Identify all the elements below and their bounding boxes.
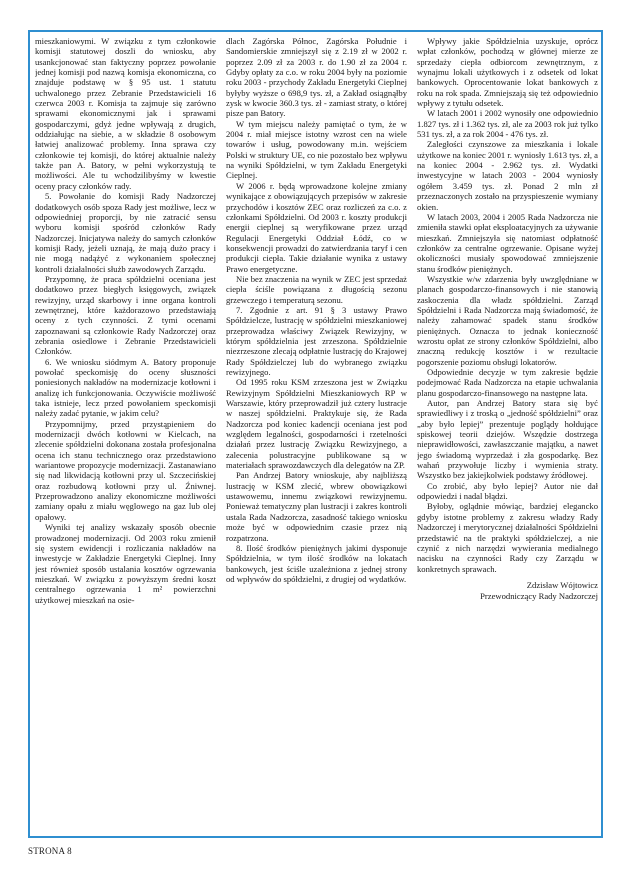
paragraph: Pan Andrzej Batory wnioskuje, aby najbliższą lustrację w KSM zlecić, wbrew obowiązkowi ustawowemu, innemu związkowi rewizyjnemu. Ponieważ tematyczny plan lustracji i zakres kontroli ustala Rada Nadzorcza, zasadność takiego wniosku może być w odpowiednim czasie przez nią rozpatrzona. — [226, 470, 407, 543]
paragraph: Odpowiednie decyzje w tym zakresie będzie podejmować Rada Nadzorcza na etapie uchwalania planu gospodarczo-finansowego na następne lata. — [417, 367, 598, 398]
paragraph: Przypomnijmy, przed przystąpieniem do modernizacji dwóch kotłowni w Kielcach, na zlecenie spółdzielni dokonana została profesjonalna ocena ich stanu technicznego oraz przedstawiono wariantowe propozycje modernizacji. Zastanawiano się nad likwidacją kotłowni przy ul. Szczecińskiej oraz rozbudową kotłowni przy ul. Źniwnej. Przeprowadzono analizy ekonomiczne możliwości zamiany opału z miału węglowego na gaz lub olej opałowy. — [35, 418, 216, 522]
signature-block — [417, 580, 598, 602]
paragraph: Od 1995 roku KSM zrzeszona jest w Związku Rewizyjnym Spółdzielni Mieszkaniowych RP w Warszawie, który przeprowadził już cztery lustracje w naszej spółdzielni. Praktykuje się, że Rada Nadzorcza pod koniec kadencji oceniana jest pod względem legalności, gospodarności i rzetelności działań przez lustrację Związku Rewizyjnego, a zalecenia polustracyjne publikowane są w materiałach sprawozdawczych dla delegatów na ZP. — [226, 377, 407, 471]
paragraph: Wpływy jakie Spółdzielnia uzyskuje, oprócz wpłat członków, pochodzą w głównej mierze ze sprzedaży ciepła odbiorcom zewnętrznym, z wynajmu lokali użytkowych i z odsetek od lokat bankowych. Oprocentowanie lokat bankowych z roku na rok spada. Zmniejszają się też odpowiednio wpływy z tytułu odsetek. — [417, 36, 598, 109]
paragraph: W latach 2001 i 2002 wynosiły one odpowiednio 1.827 tys. zł i 1.362 tys. zł, ale za 2003 rok już tylko 531 tys. zł, a za rok 2004 - 476 tys. zł. — [417, 108, 598, 140]
paragraph: Przypomnę, że praca spółdzielni oceniana jest dodatkowo przez biegłych księgowych, związek rewizyjny, urząd skarbowy i inne organa kontroli zewnętrznej, które każdorazowo przedstawiają oceny z tych czynności. Z tymi ocenami zapoznawani są członkowie Rady Nadzorczej oraz zebrania osiedlowe i Zebranie Przedstawicieli Członków. — [35, 273, 216, 357]
text-column-2 — [226, 36, 407, 832]
text-column-3 — [417, 36, 598, 832]
paragraph: W 2006 r. będą wprowadzone kolejne zmiany wynikające z obowiązujących przepisów w zakresie przychodów i kosztów ZEC oraz rozliczeń za c.o. z członkami Spółdzielni. Od 2003 r. koszty produkcji energii cieplnej są weryfikowane przez urząd Regulacji Energetyki Oddział Łódź, co w konsekwencji prowadzi do zatwierdzania taryf i cen produkcji ciepła. Takie działanie wynika z ustawy Prawo energetyczne. — [226, 180, 407, 274]
signature-role: Przewodniczący Rady Nadzorczej — [480, 590, 598, 601]
paragraph: Zaległości czynszowe za mieszkania i lokale użytkowe na koniec 2001 r. wyniosły 1.613 tys. zł, a na koniec 2004 - 2.962 tys. zł. Wydatki inwestycyjne w latach 2003 - 2004 wyniosły ogółem 3.459 tys. zł. Ponad 2 mln zł przeznaczonych zostało na przyspieszenie wymiany okien. — [417, 139, 598, 212]
paragraph: W tym miejscu należy pamiętać o tym, że w 2004 r. miał miejsce istotny wzrost cen na wiele towarów i usług, powodowany m.in. wejściem Polski w struktury UE, co nie pozostało bez wpływu na wyniki Spółdzielni, w tym Zakładu Energetyki Cieplnej. — [226, 118, 407, 181]
paragraph: Wyniki tej analizy wskazały sposób obecnie prowadzonej modernizacji. Od 2003 roku zmienił się system ewidencji i rozliczania nakładów na inwestycje w Zakładzie Energetyki Cieplnej. Inny jest również sposób ustalania kosztów ogrzewania mieszkań. W związku z powyższym średni koszt centralnego ogrzewania 1 m² powierzchni użytkowej mieszkań na osie- — [35, 522, 216, 605]
paragraph: 5. Powołanie do komisji Rady Nadzorczej dodatkowych osób spoza Rady jest możliwe, lecz w odpowiedniej proporcji, by nie zatracić sensu wyboru komisji spośród członków Rady Nadzorczej. Inicjatywa należy do samych członków komisji Rady, jeżeli uznają, że mają dużo pracy i nie mogą nadążyć z wykonaniem społecznej kontroli działalności służb zawodowych Zarządu. — [35, 191, 216, 274]
paragraph: W latach 2003, 2004 i 2005 Rada Nadzorcza nie zmieniła stawki opłat eksploatacyjnych za używanie mieszkań. Zmniejszyła się natomiast odpłatność członków za centralne ogrzewanie. Opisane wyżej okoliczności musiały spowodować zmniejszenie stanu środków pieniężnych. — [417, 211, 598, 274]
paragraph: 7. Zgodnie z art. 91 § 3 ustawy Prawo Spółdzielcze, lustrację w spółdzielni mieszkaniowej przeprowadza właściwy Związek Rewizyjny, w którym spółdzielnia jest zrzeszona. Spółdzielnie niezrzeszone zlecają odpłatnie lustrację do Krajowej Rady Spółdzielczej lub do wybranego związku rewizyjnego. — [226, 304, 407, 377]
paragraph: Autor, pan Andrzej Batory stara się być sprawiedliwy i z troską o „jedność spółdzielni” oraz „aby było lepiej” prezentuje poglądy hołdujące spiskowej teorii dziejów. Wszędzie dostrzega nieprawidłowości, zawłaszczanie majątku, a nawet jego świadomą wyprzedaż i zła gospodarkę. Bez wahań przywołuje liczby i wymienia straty. Wszystko bez jakiejkolwiek podstawy źródłowej. — [417, 398, 598, 481]
text-column-1 — [35, 36, 216, 832]
paragraph: Byłoby, oglądnie mówiąc, bardziej elegancko gdyby istotne problemy z zakresu władzy Rady Nadzorczej i merytorycznej działalności Spółdzielni przedstawić na tle praktyki spółdzielczej, a nie czynić z nich narzędzi wywierania medialnego nacisku na czynności Rady czy Zarządu w konkretnych sprawach. — [417, 501, 598, 574]
paragraph: Nie bez znaczenia na wynik w ZEC jest sprzedaż ciepła ściśle powiązana z długością sezonu grzewczego i temperaturą sezonu. — [226, 273, 407, 305]
signature-name: Zdzisław Wójtowicz — [526, 579, 598, 590]
paragraph: Co zrobić, aby było lepiej? Autor nie dał odpowiedzi i nadal błądzi. — [417, 480, 598, 502]
paragraph: 6. We wniosku siódmym A. Batory proponuje powołać speckomisję do oceny słuszności poniesionych nakładów na modernizacje kotłowni i analizę ich funkcjonowania. Oczywiście możliwość taka istnieje, lecz przed powołaniem speckomisji należy zadać pytanie, w jakim celu? — [35, 356, 216, 419]
paragraph: mieszkaniowymi. W związku z tym członkowie komisji statutowej doszli do wniosku, aby usankcjonować stan faktyczny poprzez powołanie jednej komisji pod nazwą komisja ekonomiczna, co znajduje podstawę w § 95 ust. 1 statutu uchwalonego przez Zebranie Przedstawicieli 16 czerwca 2003 r. Komisja ta zajmuje się zarówno sprawami ekonomicznymi jak i sprawami gospodarczymi, gdyż jedne wpływają z drugich, oddziałując na siebie, a w składzie 8 osobowym łatwiej analizować problemy. Inna sprawa czy członkowie tej komisji, do której aktualnie należy także pan A. Batory, w pełni wykorzystują te możliwości. Ale tu wchodzilibyśmy w kwestie oceny pracy członków rady. — [35, 36, 216, 191]
paragraph: dlach Zagórska Północ, Zagórska Południe i Sandomierskie zmniejszył się z 2.19 zł w 2002 r. poprzez 2.09 zł za 2003 r. do 1.90 zł za 2004 r. Gdyby opłaty za c.o. w roku 2004 były na poziomie roku 2003 - przychody Zakładu Energetyki Cieplnej byłyby wyższe o 698,9 tys. zł, a Zakład osiągnąłby zysk w kwocie 360.3 tys. zł - zamiast straty, o której pisze pan Batory. — [226, 36, 407, 119]
paragraph: Wszystkie w/w zdarzenia były uwzględniane w planach gospodarczo-finansowych i nie stanowią zaskoczenia dla władz spółdzielni. Zarząd Spółdzielni i Rada Nadzorcza mają świadomość, że należy zahamować spadek stanu środków pieniężnych. Oznacza to jednak konieczność wzrostu opłat ze strony członków Spółdzielni, albo znaczną redukcję kosztów i w rezultacie pogorszenie poziomu obsługi lokatorów. — [417, 273, 598, 367]
paragraph: 8. Ilość środków pieniężnych jakimi dysponuje Spółdzielnia, w tym ilość środków na lokatach bankowych, jest ściśle uzależniona z jednej strony od wpływów do spółdzielni, z drugiej od wydatków. — [226, 542, 407, 584]
article-body — [35, 36, 598, 832]
page-number: STRONA 8 — [28, 846, 72, 856]
